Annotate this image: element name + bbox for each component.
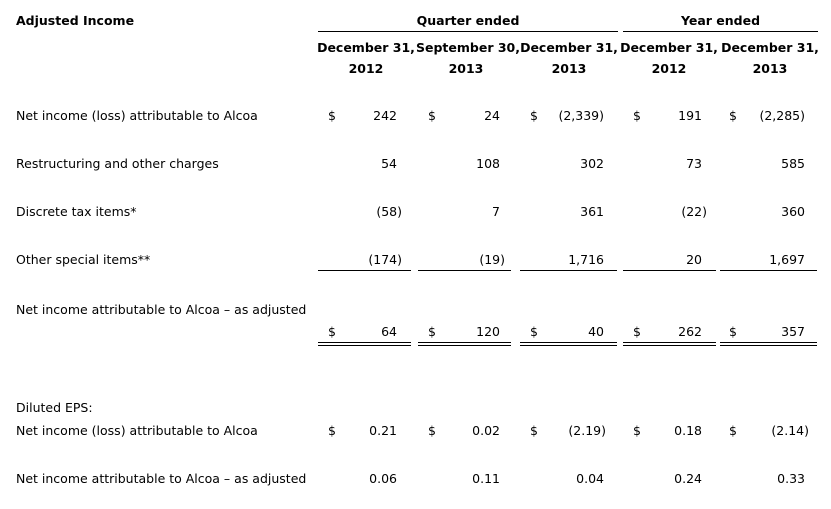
subtotal-rule	[623, 270, 716, 271]
table-cell: 120	[476, 324, 500, 339]
currency-symbol: $	[530, 324, 538, 339]
column-header-line1: September 30,	[416, 40, 520, 55]
table-cell: (2.19)	[568, 423, 606, 438]
table-cell: 191	[678, 108, 702, 123]
table-cell: 1,716	[568, 252, 604, 267]
column-header-line2: 2012	[348, 61, 384, 76]
table-cell: (22)	[681, 204, 707, 219]
currency-symbol: $	[328, 108, 336, 123]
currency-symbol: $	[729, 324, 737, 339]
table-cell: 73	[686, 156, 702, 171]
table-cell: 262	[678, 324, 702, 339]
total-double-rule	[318, 342, 411, 346]
currency-symbol: $	[633, 108, 641, 123]
table-cell: 0.11	[472, 471, 500, 486]
table-cell: 361	[580, 204, 604, 219]
row-label: Restructuring and other charges	[16, 156, 219, 171]
table-title: Adjusted Income	[16, 13, 135, 28]
column-header-line2: 2013	[448, 61, 484, 76]
column-header-line2: 2012	[651, 61, 687, 76]
row-label: Net income (loss) attributable to Alcoa	[16, 423, 258, 438]
quarter-ended-header: Quarter ended	[416, 13, 520, 28]
column-header-line1: December 31,	[721, 40, 819, 55]
eps-heading: Diluted EPS:	[16, 400, 93, 415]
table-cell: 20	[686, 252, 702, 267]
currency-symbol: $	[633, 324, 641, 339]
subtotal-rule	[318, 270, 411, 271]
row-label: Other special items**	[16, 252, 151, 267]
row-label: Net income attributable to Alcoa – as adjusted	[16, 471, 307, 486]
currency-symbol: $	[729, 423, 737, 438]
total-double-rule	[418, 342, 511, 346]
table-cell: (58)	[376, 204, 402, 219]
table-cell: 108	[476, 156, 500, 171]
table-cell: 7	[492, 204, 500, 219]
table-cell: 40	[588, 324, 604, 339]
table-cell: 585	[781, 156, 805, 171]
year-header-rule	[623, 31, 818, 32]
table-cell: (2.14)	[771, 423, 809, 438]
subtotal-rule	[418, 270, 511, 271]
table-cell: 0.21	[369, 423, 397, 438]
subtotal-rule	[520, 270, 617, 271]
total-double-rule	[623, 342, 716, 346]
currency-symbol: $	[428, 423, 436, 438]
table-cell: 242	[373, 108, 397, 123]
column-header-line1: December 31,	[520, 40, 618, 55]
table-cell: 0.33	[777, 471, 805, 486]
subtotal-rule	[720, 270, 817, 271]
table-cell: 24	[484, 108, 500, 123]
table-cell: 0.02	[472, 423, 500, 438]
table-cell: (174)	[368, 252, 402, 267]
table-cell: 0.06	[369, 471, 397, 486]
row-label: Discrete tax items*	[16, 204, 137, 219]
currency-symbol: $	[428, 324, 436, 339]
quarter-header-rule	[318, 31, 618, 32]
total-double-rule	[520, 342, 617, 346]
currency-symbol: $	[328, 423, 336, 438]
table-cell: 64	[381, 324, 397, 339]
table-cell: 0.24	[674, 471, 702, 486]
table-cell: 1,697	[769, 252, 805, 267]
table-cell: (2,339)	[558, 108, 604, 123]
table-cell: 0.18	[674, 423, 702, 438]
column-header-line2: 2013	[551, 61, 587, 76]
table-cell: 54	[381, 156, 397, 171]
currency-symbol: $	[328, 324, 336, 339]
table-cell: (2,285)	[759, 108, 805, 123]
column-header-line1: December 31,	[317, 40, 415, 55]
column-header-line2: 2013	[752, 61, 788, 76]
table-cell: 360	[781, 204, 805, 219]
currency-symbol: $	[428, 108, 436, 123]
currency-symbol: $	[729, 108, 737, 123]
table-cell: 357	[781, 324, 805, 339]
row-label: Net income (loss) attributable to Alcoa	[16, 108, 258, 123]
currency-symbol: $	[530, 423, 538, 438]
currency-symbol: $	[530, 108, 538, 123]
column-header-line1: December 31,	[620, 40, 718, 55]
total-double-rule	[720, 342, 817, 346]
table-cell: (19)	[479, 252, 505, 267]
row-label: Net income attributable to Alcoa – as adjusted	[16, 302, 307, 317]
year-ended-header: Year ended	[680, 13, 761, 28]
table-cell: 0.04	[576, 471, 604, 486]
currency-symbol: $	[633, 423, 641, 438]
table-cell: 302	[580, 156, 604, 171]
